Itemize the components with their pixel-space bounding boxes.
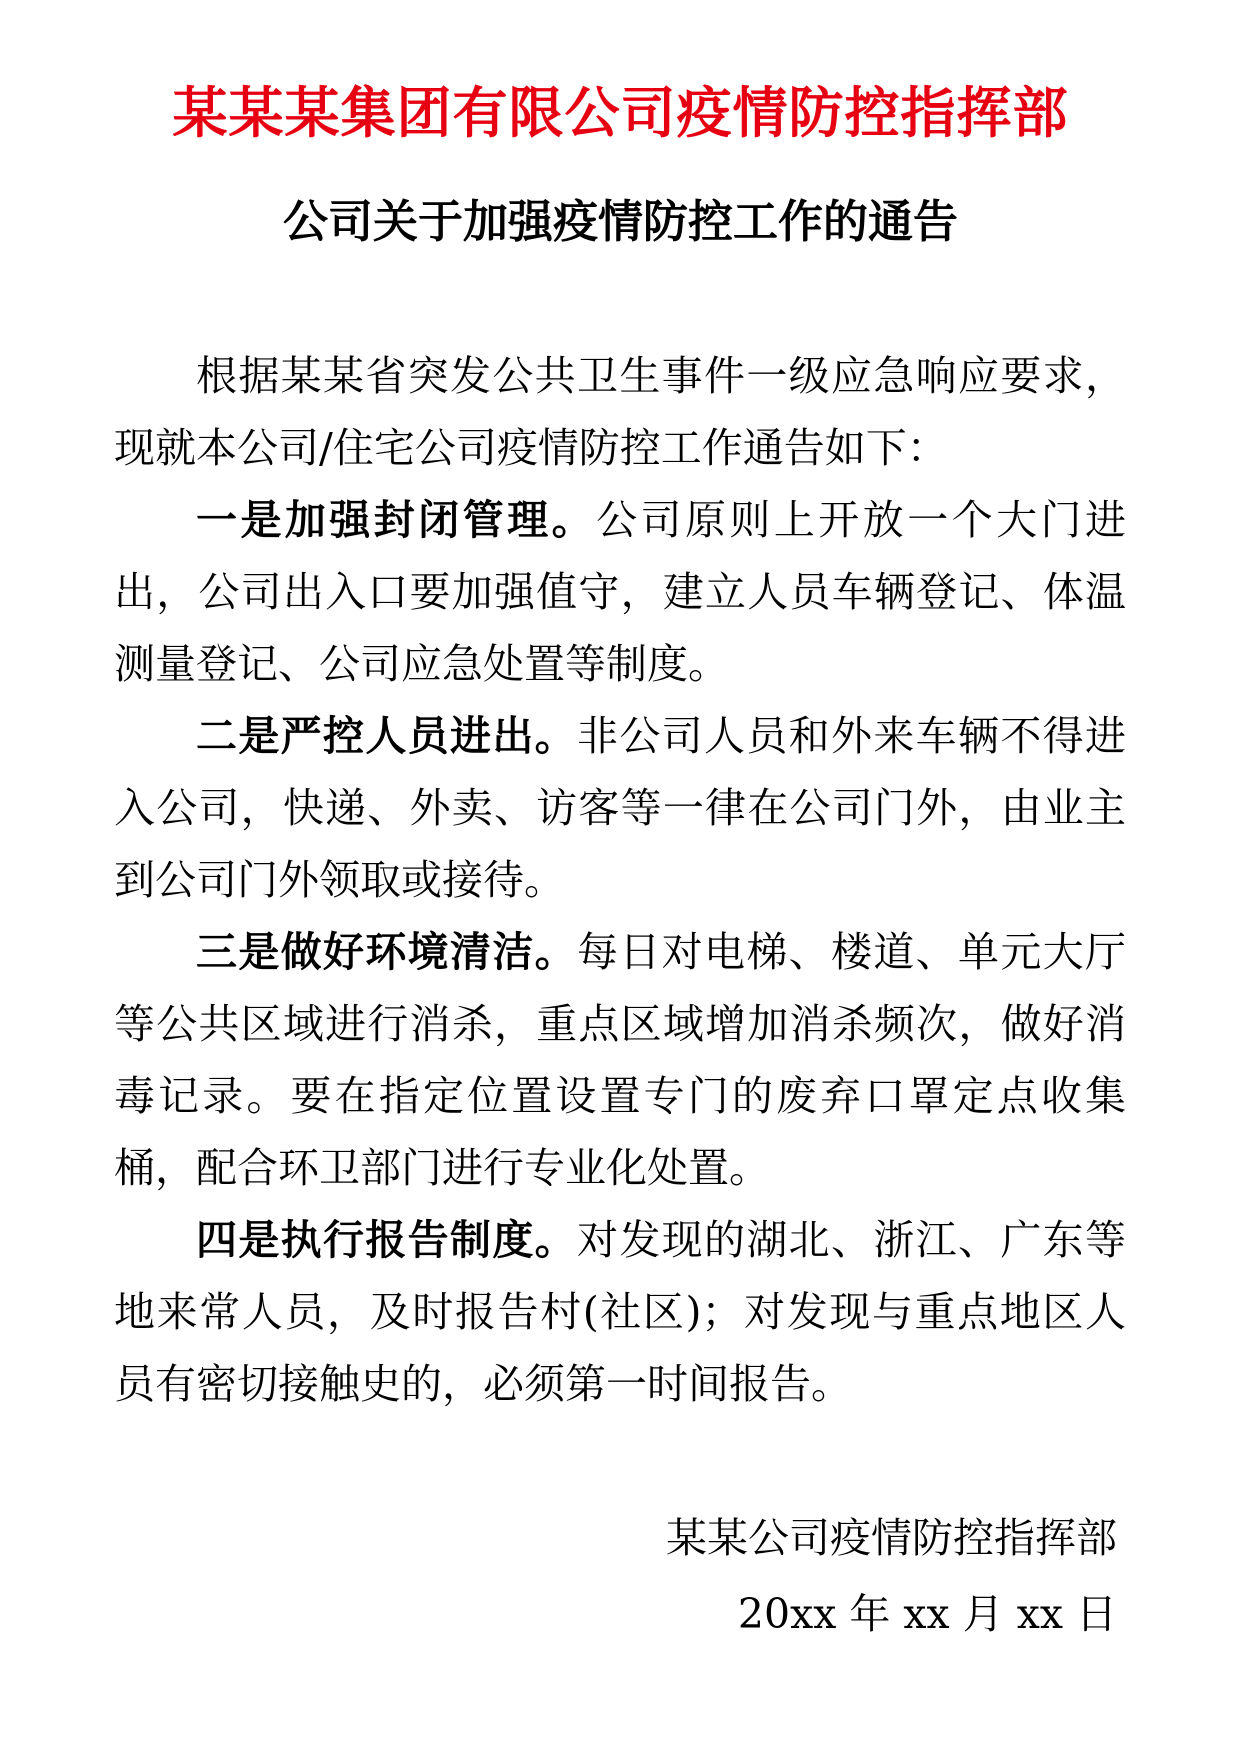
issue-date: 20xx 年 xx 月 xx 日 (737, 1590, 1117, 1638)
item-text-4: 对发现的湖北、浙江、广东等地来常人员，及时报告村(社区)；对发现与重点地区人员有密切接触史的，必须第一时间报告。 (114, 1216, 1126, 1408)
item-lead-1: 一是加强封闭管理。 (196, 496, 597, 544)
issuer-name: 某某公司疫情防控指挥部 (666, 1514, 1117, 1562)
item-lead-2: 二是严控人员进出。 (196, 712, 577, 760)
item-paragraph-1 (114, 484, 1126, 700)
organization-title: 某某某集团有限公司疫情防控指挥部 (172, 81, 1069, 145)
item-lead-3: 三是做好环境清洁。 (196, 928, 577, 976)
item-paragraph-4 (114, 1204, 1126, 1420)
signature-block (666, 1500, 1117, 1652)
notice-body (114, 340, 1126, 1420)
item-text-2: 非公司人员和外来车辆不得进入公司，快递、外卖、访客等一律在公司门外，由业主到公司门外领取或接待。 (114, 712, 1126, 904)
item-lead-4: 四是执行报告制度。 (196, 1216, 577, 1264)
intro-paragraph: 根据某某省突发公共卫生事件一级应急响应要求，现就本公司/住宅公司疫情防控工作通告如下： (114, 352, 1126, 472)
item-paragraph-3 (114, 916, 1126, 1204)
notice-title: 公司关于加强疫情防控工作的通告 (282, 195, 958, 248)
item-text-3: 每日对电梯、楼道、单元大厅等公共区域进行消杀，重点区域增加消杀频次，做好消毒记录。要在指定位置设置专门的废弃口罩定点收集桶，配合环卫部门进行专业化处置。 (114, 928, 1126, 1192)
item-paragraph-2 (114, 700, 1126, 916)
item-text-1: 公司原则上开放一个大门进出，公司出入口要加强值守，建立人员车辆登记、体温测量登记、公司应急处置等制度。 (114, 496, 1127, 688)
